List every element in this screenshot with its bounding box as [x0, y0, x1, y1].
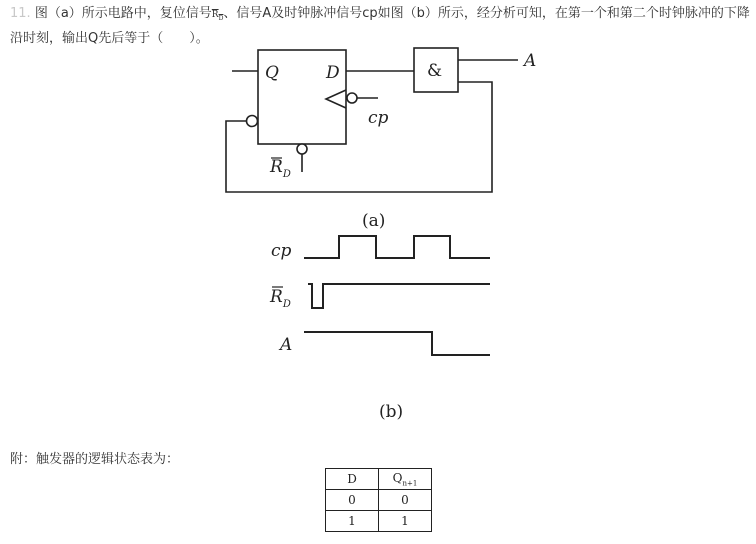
- truth-table-header-row: [326, 469, 432, 490]
- wave-cp-label: cp: [271, 241, 292, 261]
- wave-rd-label: $R_D$: [270, 287, 291, 310]
- rd-waveform: [308, 284, 490, 308]
- rd-bubble: [297, 144, 307, 154]
- question-number: 11.: [10, 6, 31, 21]
- q-inverted-bubble: [247, 116, 258, 127]
- d-label: D: [326, 63, 340, 83]
- truth-table-row: 0 0: [326, 490, 432, 511]
- truth-table-row: 1 1: [326, 511, 432, 532]
- question-text-part1: 图（a）所示电路中，复位信号: [34, 6, 212, 21]
- q-label: Q: [265, 63, 279, 83]
- truth-table: [325, 468, 432, 532]
- rd-inline-symbol: $R_D$: [211, 10, 224, 22]
- question-text-part2: 、信号A及时钟脉冲信号cp如图（b）所示，经分析可知，在第一个和第二个时钟脉冲的下降沿时刻，输出Q先后等于（ ）。: [10, 6, 750, 46]
- caption-a: (a): [362, 211, 386, 231]
- caption-b: (b): [379, 402, 404, 422]
- a-waveform: [304, 332, 490, 355]
- header-d: D: [326, 469, 379, 490]
- wave-a-label: A: [280, 335, 293, 355]
- header-qn1: $Q_{n+1}$: [379, 469, 432, 490]
- rd-label: $R_D$: [270, 157, 291, 180]
- clock-triangle: [326, 90, 346, 108]
- cp-waveform: [304, 236, 490, 258]
- and-gate-label: &: [427, 61, 443, 81]
- truth-table-note: 附：触发器的逻辑状态表为：: [10, 452, 180, 467]
- clock-bubble: [347, 93, 357, 103]
- output-a-label: A: [524, 51, 537, 71]
- cp-label: cp: [368, 108, 389, 128]
